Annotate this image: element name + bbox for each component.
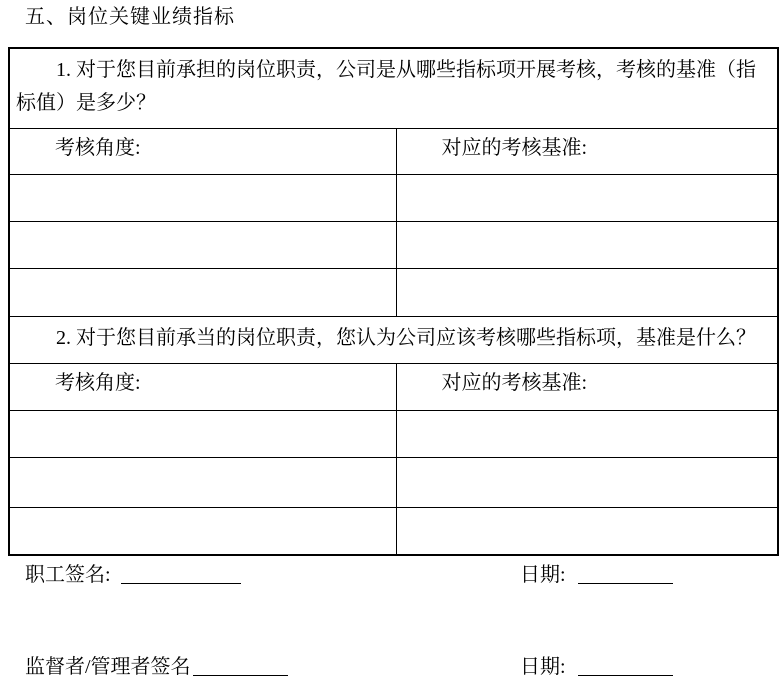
basis-header-cell-1: 对应的考核基准:	[396, 128, 778, 174]
employee-date-group	[520, 561, 673, 588]
supervisor-date-label: 日期:	[520, 656, 566, 678]
entry-cell-angle[interactable]	[9, 410, 396, 457]
question-2-text: 2. 对于您目前承当的岗位职责，您认为公司应该考核哪些指标项，基准是什么？	[56, 326, 756, 349]
employee-signature-group	[25, 561, 241, 588]
entry-cell-basis[interactable]	[396, 457, 778, 507]
kpi-table	[8, 47, 779, 556]
angle-header-cell-1: 考核角度:	[9, 128, 396, 174]
question-1-text: 1. 对于您目前承担的岗位职责，公司是从哪些指标项开展考核，考核的基准（指标值）是多少？	[16, 59, 756, 114]
entry-cell-angle[interactable]	[9, 221, 396, 268]
supervisor-signature-blank[interactable]	[193, 656, 288, 676]
entry-cell-basis[interactable]	[396, 221, 778, 268]
entry-cell-basis[interactable]	[396, 268, 778, 316]
supervisor-date-group	[520, 653, 673, 680]
question-1-cell	[9, 48, 778, 128]
entry-cell-angle[interactable]	[9, 457, 396, 507]
entry-cell-basis[interactable]	[396, 410, 778, 457]
entry-cell-angle[interactable]	[9, 507, 396, 555]
basis-header-cell-2: 对应的考核基准:	[396, 363, 778, 410]
entry-cell-basis[interactable]	[396, 174, 778, 221]
question-2-cell	[9, 316, 778, 363]
employee-date-blank[interactable]	[578, 564, 673, 584]
section-title: 五、岗位关键业绩指标	[25, 6, 235, 28]
entry-cell-angle[interactable]	[9, 174, 396, 221]
employee-signature-label: 职工签名:	[25, 564, 111, 586]
employee-signature-blank[interactable]	[121, 564, 241, 584]
supervisor-signature-label: 监督者/管理者签名	[25, 656, 191, 678]
supervisor-signature-group	[25, 653, 288, 680]
employee-date-label: 日期:	[520, 564, 566, 586]
supervisor-date-blank[interactable]	[578, 656, 673, 676]
entry-cell-angle[interactable]	[9, 268, 396, 316]
entry-cell-basis[interactable]	[396, 507, 778, 555]
angle-header-cell-2: 考核角度:	[9, 363, 396, 410]
